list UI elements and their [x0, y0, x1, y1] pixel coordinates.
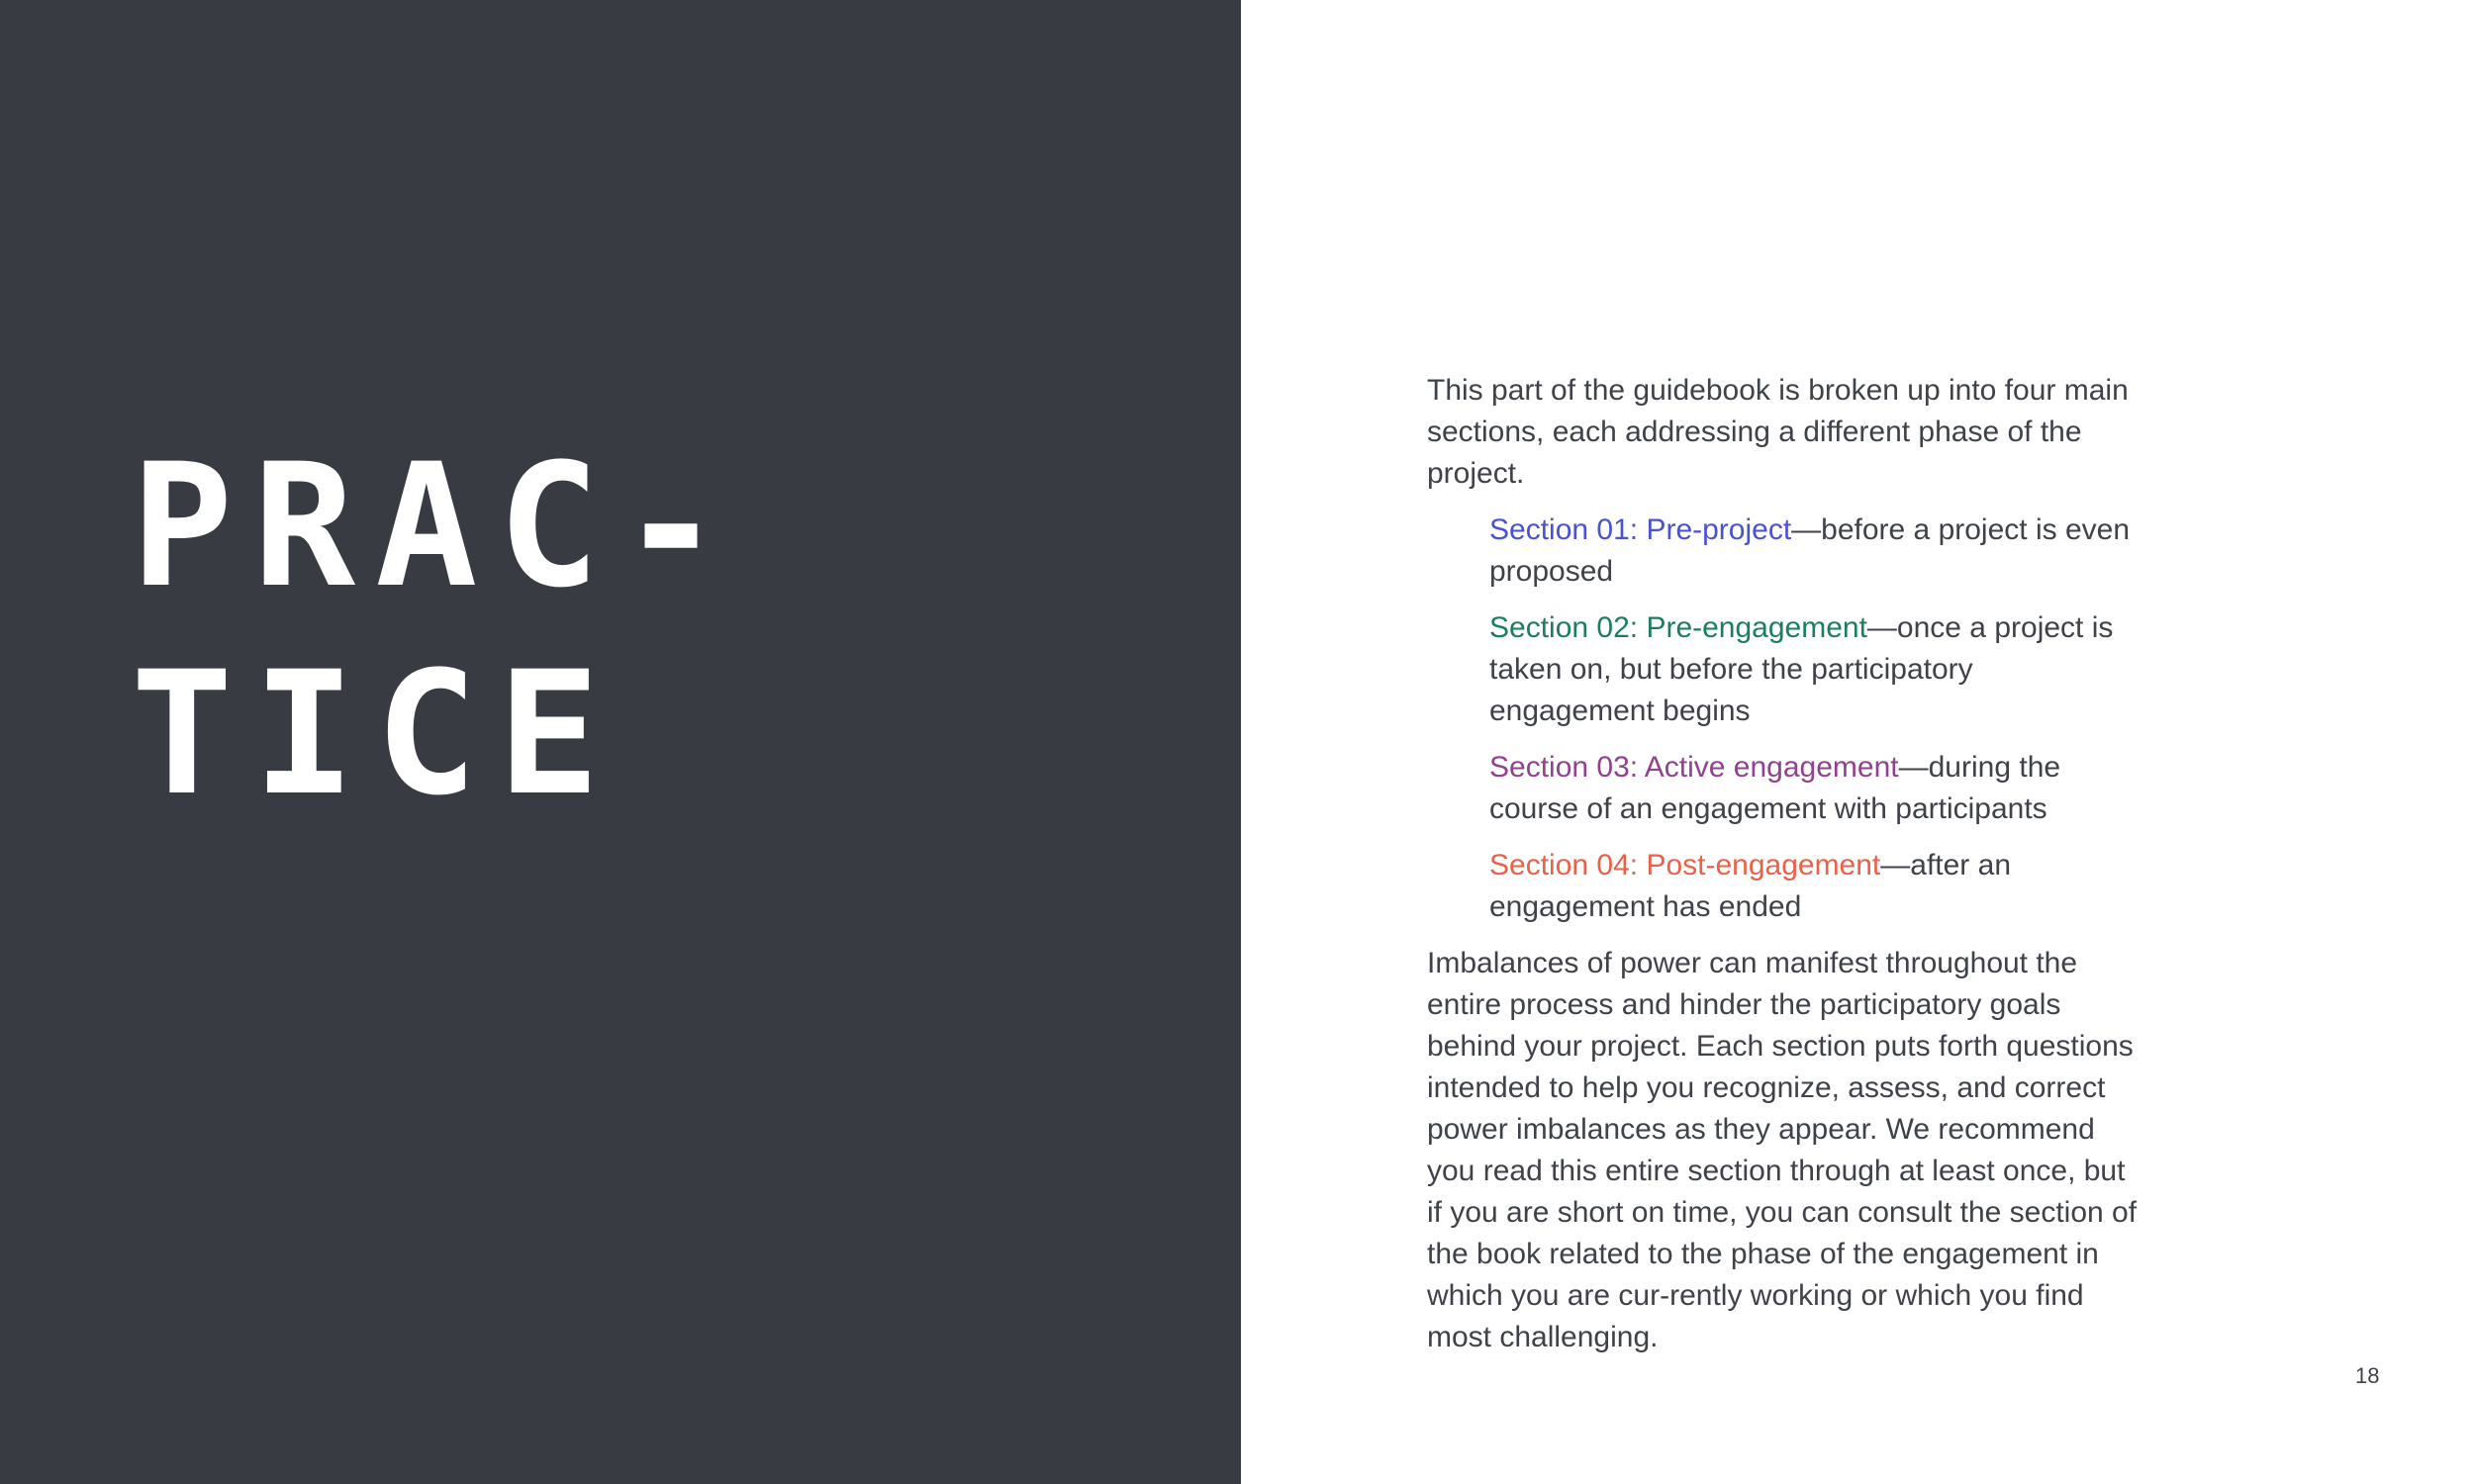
section-01-description: —before a project is even proposed [1489, 513, 2131, 588]
section-02-label: Section 02: Pre-engagement [1489, 611, 1867, 644]
page-title-line-1: PRAC- [131, 426, 742, 625]
content-column [1427, 370, 2140, 1358]
section-04-label: Section 04: Post-engagement [1489, 849, 1881, 881]
section-item-04 [1489, 845, 2140, 928]
page-title-line-2: TICE [131, 634, 620, 833]
section-item-03 [1489, 747, 2140, 830]
section-03-description: —during the course of an engagement with participants [1489, 751, 2061, 825]
section-03-label: Section 03: Active engagement [1489, 751, 1899, 784]
section-item-01 [1489, 510, 2140, 593]
section-04-description: —after an engagement has ended [1489, 849, 2011, 923]
intro-paragraph: This part of the guidebook is broken up into four main sections, each addressing a different phase of the project. [1427, 374, 2129, 490]
section-01-label: Section 01: Pre-project [1489, 513, 1792, 546]
page-number: 18 [2355, 1363, 2380, 1388]
section-item-02 [1489, 607, 2140, 732]
section-02-description: —once a project is taken on, but before the participatory engagement begins [1489, 611, 2114, 727]
body-paragraph: Imbalances of power can manifest throughout the entire process and hinder the participatory goals behind your project. Each section puts forth questions intended to help you recognize, assess, and correct power imbalances as they appear. We recommend you read this entire section through at least once, but if you are short on time, you can consult the section of the book related to the phase of the engagement in which you are cur-rently working or which you find most challenging. [1427, 947, 2138, 1353]
